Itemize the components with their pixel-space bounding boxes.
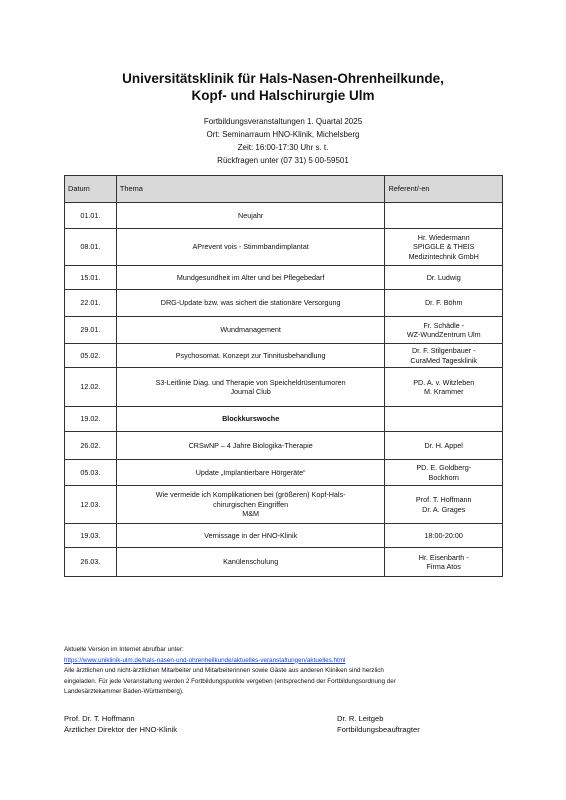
row-date: 12.03. [65, 486, 117, 524]
schedule-table [64, 175, 503, 577]
table-row [65, 460, 503, 486]
row-theme-line: Mundgesundheit im Alter und bei Pflegebedarf [176, 272, 325, 282]
row-theme-line: DRG-Update bzw. was sichert die stationäre Versorgung [160, 298, 341, 308]
row-speaker [385, 548, 503, 577]
row-speaker [385, 486, 503, 524]
table-row [65, 407, 503, 432]
table-row [65, 266, 503, 290]
row-speaker-line: Prof. T. Hoffmann [415, 495, 472, 504]
clinic-title-line2: Kopf- und Halschirurgie Ulm [191, 88, 375, 103]
row-speaker-line: Hr. Wiedermann [417, 232, 470, 242]
row-date: 26.03. [65, 548, 117, 577]
row-speaker-line: Medizintechnik GmbH [408, 251, 479, 261]
row-date: 22.01. [65, 290, 117, 317]
row-theme [116, 203, 385, 229]
invitation-note-line2: eingeladen. Für jede Veranstaltung werden 2 Fortbildungspunkte vergeben (entsprechend der Fortbildungsordnung der [64, 677, 396, 685]
row-theme [116, 229, 385, 266]
row-speaker [385, 290, 503, 317]
row-speaker-line: Dr. F. Stilgenbauer - [411, 346, 476, 355]
signature-left-role: Ärztlicher Direktor der HNO-Klinik [64, 725, 178, 734]
row-theme-line: Blockkurswoche [222, 414, 280, 424]
row-speaker-line: M. Krammer [423, 387, 464, 396]
row-theme-line: Wundmanagement [220, 325, 281, 335]
row-speaker [385, 229, 503, 266]
row-theme [116, 290, 385, 317]
row-theme-line: Journal Club [230, 387, 271, 396]
row-speaker [385, 432, 503, 460]
row-date: 12.02. [65, 368, 117, 407]
row-theme [116, 407, 385, 432]
signature-right-role: Fortbildungsbeauftragter [337, 725, 420, 734]
row-speaker [385, 266, 503, 290]
table-row [65, 486, 503, 524]
row-theme-line: chirurgischen Eingriffen [213, 499, 289, 509]
row-date: 08.01. [65, 229, 117, 266]
row-speaker-line: SPIGGLE & THEIS [413, 242, 475, 252]
row-speaker [385, 460, 503, 486]
row-theme [116, 368, 385, 407]
row-speaker-line: CuraMed Tagesklinik [410, 355, 478, 365]
row-speaker-line: Dr. F. Böhm [424, 298, 463, 308]
schedule-body [65, 203, 503, 577]
row-speaker [385, 407, 503, 432]
footer-notes [64, 645, 509, 698]
row-date: 29.01. [65, 317, 117, 344]
row-date: 19.02. [65, 407, 117, 432]
column-header-date: Datum [65, 176, 117, 203]
row-date: 05.03. [65, 460, 117, 486]
row-speaker [385, 524, 503, 548]
row-theme [116, 460, 385, 486]
table-row [65, 317, 503, 344]
row-theme [116, 524, 385, 548]
row-speaker-line: Dr. A. Grages [422, 504, 466, 514]
row-speaker [385, 317, 503, 344]
row-speaker-line: Bockhorn [428, 472, 459, 482]
column-header-speaker: Referent/-en [385, 176, 503, 203]
column-header-theme: Thema [116, 176, 385, 203]
row-theme-line: Update „Implantierbare Hörgeräte“ [195, 467, 306, 477]
table-row [65, 432, 503, 460]
row-theme [116, 548, 385, 577]
row-speaker-line: Firma Atos [426, 562, 461, 571]
row-theme [116, 486, 385, 524]
row-date: 01.01. [65, 203, 117, 229]
event-location: Ort: Seminarraum HNO-Klinik, Michelsberg [206, 130, 360, 139]
row-speaker-line: Dr. H. Appel [424, 440, 463, 450]
signature-right [337, 713, 420, 735]
row-speaker-line: 18:00-20:00 [424, 530, 463, 540]
table-row [65, 290, 503, 317]
row-date: 15.01. [65, 266, 117, 290]
clinic-title-line1: Universitätsklinik für Hals-Nasen-Ohrenheilkunde, [122, 71, 444, 86]
signature-left-name: Prof. Dr. T. Hoffmann [64, 714, 135, 723]
table-row [65, 368, 503, 407]
row-speaker-line: PD. A. v. Witzleben [413, 377, 475, 387]
row-date: 26.02. [65, 432, 117, 460]
row-theme-line: S3-Leitlinie Diag. und Therapie von Speicheldrüsentumoren [155, 377, 346, 387]
row-date: 19.03. [65, 524, 117, 548]
row-speaker-line: Dr. Ludwig [426, 272, 461, 282]
event-time: Zeit: 16:00-17:30 Uhr s. t. [237, 143, 329, 152]
row-speaker-line: PD. E. Goldberg- [416, 463, 472, 472]
row-theme-line: Kanülenschulung [223, 557, 279, 567]
row-speaker-line: Fr. Schädle - [423, 320, 465, 330]
row-speaker [385, 344, 503, 368]
table-row [65, 344, 503, 368]
table-row [65, 229, 503, 266]
row-theme-line: Wie vermeide ich Komplikationen bei (größeren) Kopf-Hals- [155, 490, 346, 500]
invitation-note-line3: Landesärztekammer Baden-Württemberg). [64, 688, 184, 695]
table-row [65, 524, 503, 548]
row-theme-line: APrevent vois - Stimmbandimplantat [192, 242, 309, 252]
online-version-link[interactable]: https://www.uniklinik-ulm.de/hals-nasen-und-ohrenheilkunde/aktuelles-veranstaltungen/aktuelles.html [64, 656, 346, 664]
row-theme [116, 317, 385, 344]
online-version-note: Aktuelle Version im Internet abrufbar unter: [64, 646, 184, 653]
event-series-heading: Fortbildungsveranstaltungen 1. Quartal 2025 [203, 117, 363, 126]
row-speaker-line: WZ-WundZentrum Ulm [406, 330, 481, 339]
signature-left [64, 713, 177, 735]
row-theme [116, 344, 385, 368]
invitation-note-line1: Alle ärztlichen und nicht-ärztlichen Mitarbeiter und Mitarbeiterinnen sowie Gäste aus anderen Kliniken sind herzlich [64, 667, 384, 674]
row-theme [116, 266, 385, 290]
row-speaker-line: Hr. Eisenbarth - [418, 552, 469, 562]
row-theme-line: CRSwNP – 4 Jahre Biologika-Therapie [188, 440, 313, 450]
table-row [65, 203, 503, 229]
row-theme-line: M&M [242, 509, 260, 519]
row-speaker [385, 203, 503, 229]
contact-phone: Rückfragen unter (07 31) 5 00-59501 [217, 156, 349, 165]
table-header-row [65, 176, 503, 203]
row-theme-line: Neujahr [238, 210, 264, 220]
row-theme-line: Vernissage in der HNO-Klinik [204, 530, 298, 540]
table-row [65, 548, 503, 577]
row-speaker [385, 368, 503, 407]
row-date: 05.02. [65, 344, 117, 368]
row-theme-line: Psychosomat. Konzept zur Tinnitusbehandlung [175, 350, 326, 360]
signature-right-name: Dr. R. Leitgeb [337, 714, 384, 723]
row-theme [116, 432, 385, 460]
